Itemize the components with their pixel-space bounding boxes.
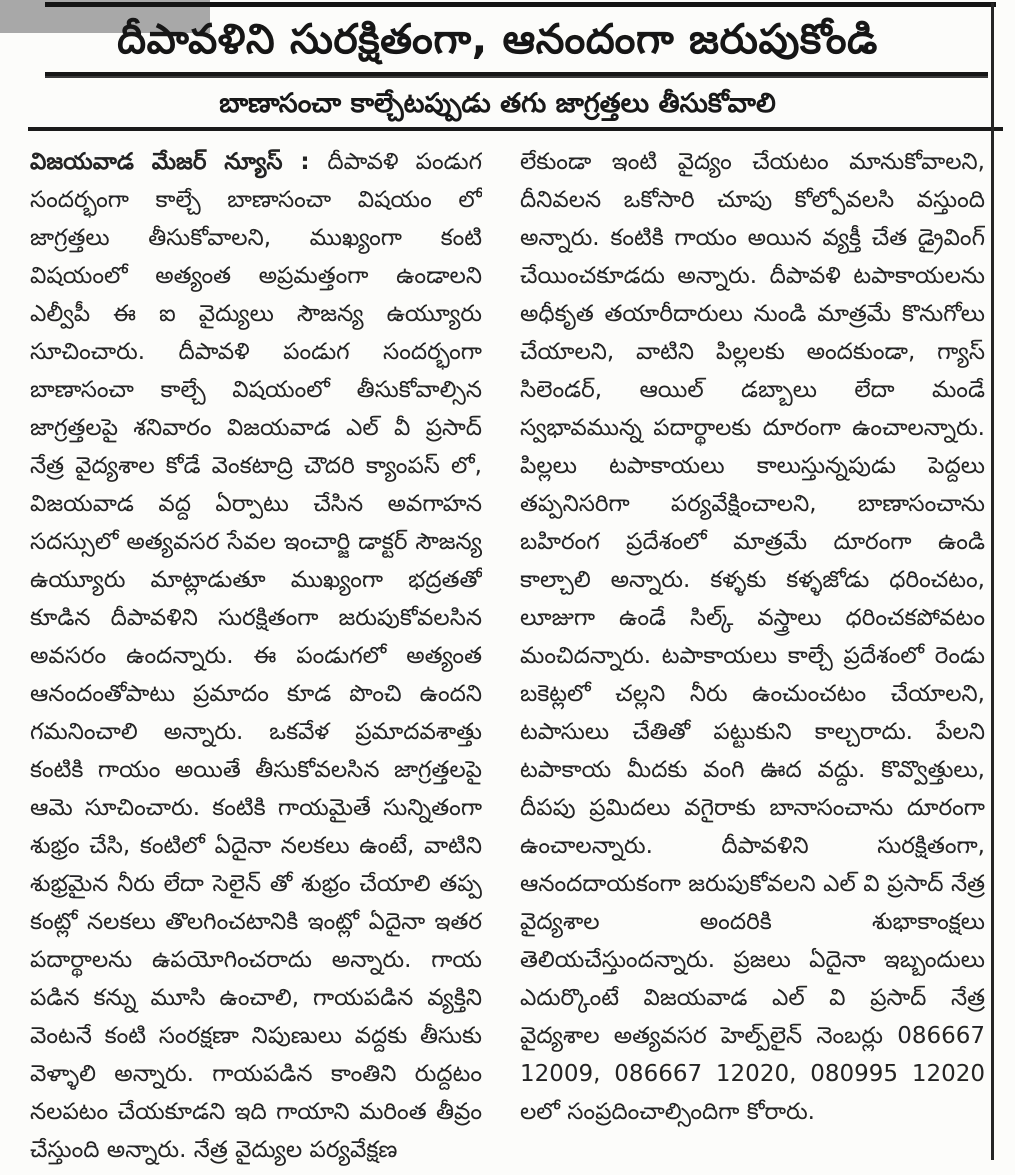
article-column-right [520,143,985,1170]
headline: దీపావళిని సురక్షితంగా, ఆనందంగా జరుపుకోండి [117,15,878,63]
article-column-left [30,143,482,1170]
article-body [30,143,985,1170]
right-border-rule [991,3,994,1160]
top-rule [45,2,996,7]
subheadline-underline-rule [28,127,1003,131]
article-paragraph-left [30,143,482,1169]
article-text-left: దీపావళి పండుగ సందర్భంగా కాల్చే బాణాసంచా విషయం లో జాగ్రత్తలు తీసుకోవాలని, ముఖ్యంగా కంటి విషయంలో అత్యంత అప్రమత్తంగా ఉండాలని ఎల్వీపీ ఈ ఐ వైద్యులు సౌజన్య ఉయ్యూరు సూచించారు. దీపావళి పండుగ సందర్భంగా బాణాసంచా కాల్చే విషయంలో తీసుకోవాల్సిన జాగ్రత్తలపై శనివారం విజయవాడ ఎల్ వీ ప్రసాద్ నేత్ర వైద్యశాల కోడే వెంకటాద్రి చౌదరి క్యాంపస్ లో, విజయవాడ వద్ద ఏర్పాటు చేసిన అవగాహన సదస్సులో అత్యవసర సేవల ఇంచార్జి డాక్టర్ సౌజన్య ఉయ్యూరు మాట్లాడుతూ ముఖ్యంగా భద్రతతో కూడిన దీపావళిని సురక్షితంగా జరుపుకోవలసిన అవసరం ఉందన్నారు. ఈ పండుగలో అత్యంత ఆనందంతోపాటు ప్రమాదం కూడ పొంచి ఉందని గమనించాలి అన్నారు. ఒకవేళ ప్రమాదవశాత్తు కంటికి గాయం అయితే తీసుకోవలసిన జాగ్రత్తలపై ఆమె సూచించారు. కంటికి గాయమైతే సున్నితంగా శుభ్రం చేసి, కంటిలో ఏదైనా నలకలు ఉంటే, వాటిని శుభ్రమైన నీరు లేదా సెలైన్ తో శుభ్రం చేయాలి తప్ప కంట్లో నలకలు తొలగించటానికి ఇంట్లో ఏదైనా ఇతర పదార్థాలను ఉపయోగించరాదు అన్నారు. గాయ పడిన కన్ను మూసి ఉంచాలి, గాయపడిన వ్యక్తిని వెంటనే కంటి సంరక్షణా నిపుణులు వద్దకు తీసుకు వెళ్ళాలి అన్నారు. గాయపడిన కాంతిని రుద్దటం నలపటం చేయకూడని ఇది గాయాని మరింత తీవ్రం చేస్తుంది అన్నారు. నేత్ర వైద్యుల పర్యవేక్షణ [30,149,482,1163]
subheadline: బాణాసంచా కాల్చేటప్పుడు తగు జాగ్రత్తలు తీసుకోవాలి [219,88,776,119]
article-paragraph-right [520,143,985,1131]
dateline: విజయవాడ మేజర్ న్యూస్ : [30,149,328,175]
article-text-right: లేకుండా ఇంటి వైద్యం చేయటం మానుకోవాలని, దీనివలన ఒకోసారి చూపు కోల్పోవలసి వస్తుంది అన్నారు. కంటికి గాయం అయిన వ్యక్తీ చేత డ్రైవింగ్ చేయించకూడదు అన్నారు. దీపావళి టపాకాయలను అధీకృత తయారీదారులు నుండి మాత్రమే కొనుగోలు చేయాలని, వాటిని పిల్లలకు అందకుండా, గ్యాస్ సిలెండర్, ఆయిల్ డబ్బాలు లేదా మండే స్వభావమున్న పదార్థాలకు దూరంగా ఉంచాలన్నారు. పిల్లలు టపాకాయలు కాలుస్తున్నపుడు పెద్దలు తప్పనిసరిగా పర్యవేక్షించాలని, బాణాసంచాను బహిరంగ ప్రదేశంలో మాత్రమే దూరంగా ఉండి కాల్చాలి అన్నారు. కళ్ళకు కళ్ళజోడు ధరించటం, లూజుగా ఉండే సిల్క్ వస్త్రాలు ధరించకపోవటం మంచిదన్నారు. టపాకాయలు కాల్చే ప్రదేశంలో రెండు బకెట్లలో చల్లని నీరు ఉంచుంచటం చేయాలని, టపాసులు చేతితో పట్టుకుని కాల్చరాదు. పేలని టపాకాయ మీదకు వంగి ఊద వద్దు. కొవ్వొత్తులు, దీపపు ప్రమిదలు వగైరాకు బానాసంచాను దూరంగా ఉంచాలన్నారు. దీపావళిని సురక్షితంగా, ఆనందదాయకంగా జరుపుకోవలని ఎల్ వి ప్రసాద్ నేత్ర వైద్యశాల అందరికి శుభాకాంక్షలు తెలియచేస్తుందన్నారు. ప్రజలు ఏదైనా ఇబ్బందులు ఎదుర్కొంటే విజయవాడ ఎల్ వి ప్రసాద్ నేత్ర వైద్యశాల అత్యవసర హెల్ప్‌లైన్ నెంబర్లు 086667 12009, 086667 12020, 080995 12020 లలో సంప్రదించాల్సిందిగా కోరారు. [520,149,985,1125]
headline-underline-rule [45,72,988,78]
